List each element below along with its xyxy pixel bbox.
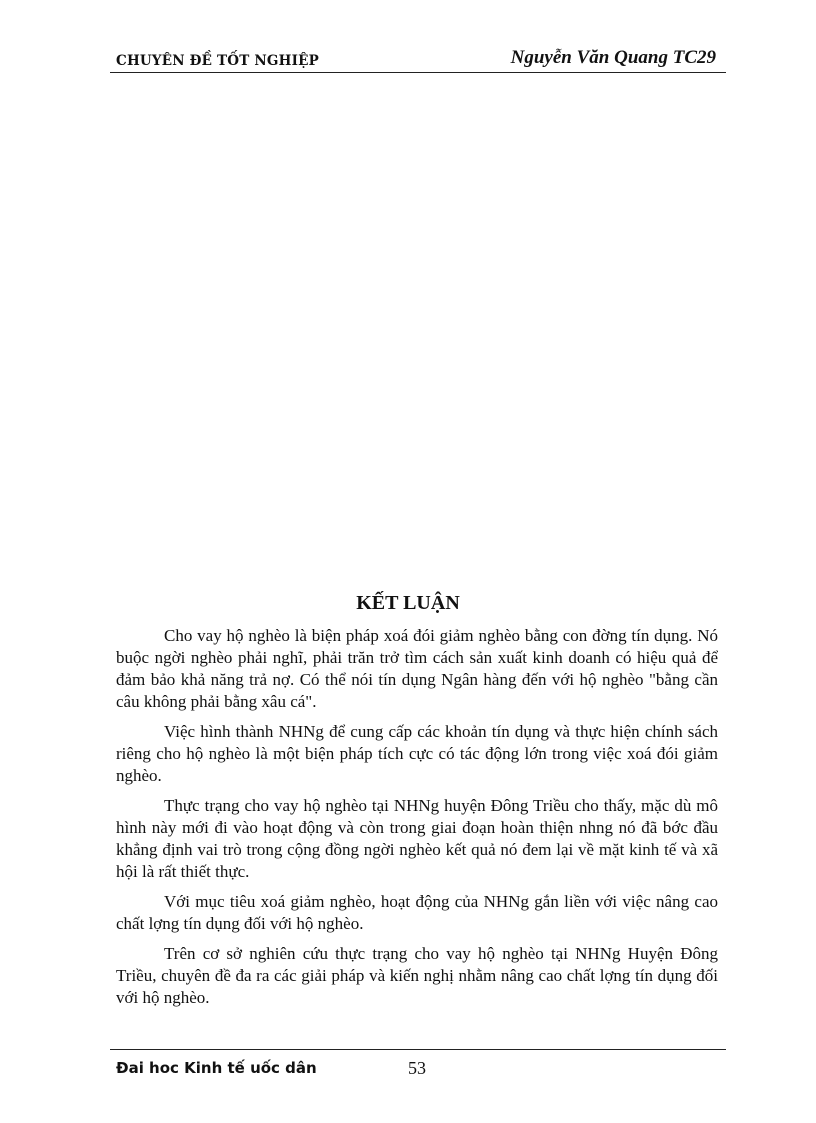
- footer-divider: [110, 1049, 726, 1050]
- header-course-label: CHUYÊN ĐỀ TỐT NGHIỆP: [116, 53, 319, 69]
- paragraph: Cho vay hộ nghèo là biện pháp xoá đói giảm nghèo bằng con đờng tín dụng. Nó buộc ngời nghèo phải nghĩ, phải trăn trở tìm cách sản xuất kinh doanh có hiệu quả để đảm bảo khả năng trả nợ. Có thể nói tín dụng Ngân hàng đến với hộ nghèo "bằng cần câu không phải bằng xâu cá".: [116, 626, 718, 711]
- page-title: KẾT LUẬN: [356, 592, 460, 614]
- paragraph: Thực trạng cho vay hộ nghèo tại NHNg huyện Đông Triều cho thấy, mặc dù mô hình này mới đi vào hoạt động và còn trong giai đoạn hoàn thiện nhng nó đã bớc đầu khẳng định vai trò trong cộng đồng ngời nghèo kết quả nó đem lại về mặt kinh tế và xã hội là rất thiết thực.: [116, 796, 718, 881]
- conclusion-body: [116, 625, 718, 1017]
- paragraph: Việc hình thành NHNg để cung cấp các khoản tín dụng và thực hiện chính sách riêng cho hộ nghèo là một biện pháp tích cực có tác động lớn trong việc xoá đói giảm nghèo.: [116, 722, 718, 785]
- footer-university: Đai hoc Kinh tế uốc dân: [116, 1059, 317, 1077]
- header-author: Nguyễn Văn Quang TC29: [510, 47, 716, 68]
- paragraph: Trên cơ sở nghiên cứu thực trạng cho vay hộ nghèo tại NHNg Huyện Đông Triều, chuyên đề đa ra các giải pháp và kiến nghị nhằm nâng cao chất lợng tín dụng đối với hộ nghèo.: [116, 944, 718, 1007]
- page-number: 53: [408, 1058, 426, 1078]
- header-divider: [110, 72, 726, 73]
- paragraph: Với mục tiêu xoá giảm nghèo, hoạt động của NHNg gắn liền với việc nâng cao chất lợng tín dụng đối với hộ nghèo.: [116, 892, 718, 933]
